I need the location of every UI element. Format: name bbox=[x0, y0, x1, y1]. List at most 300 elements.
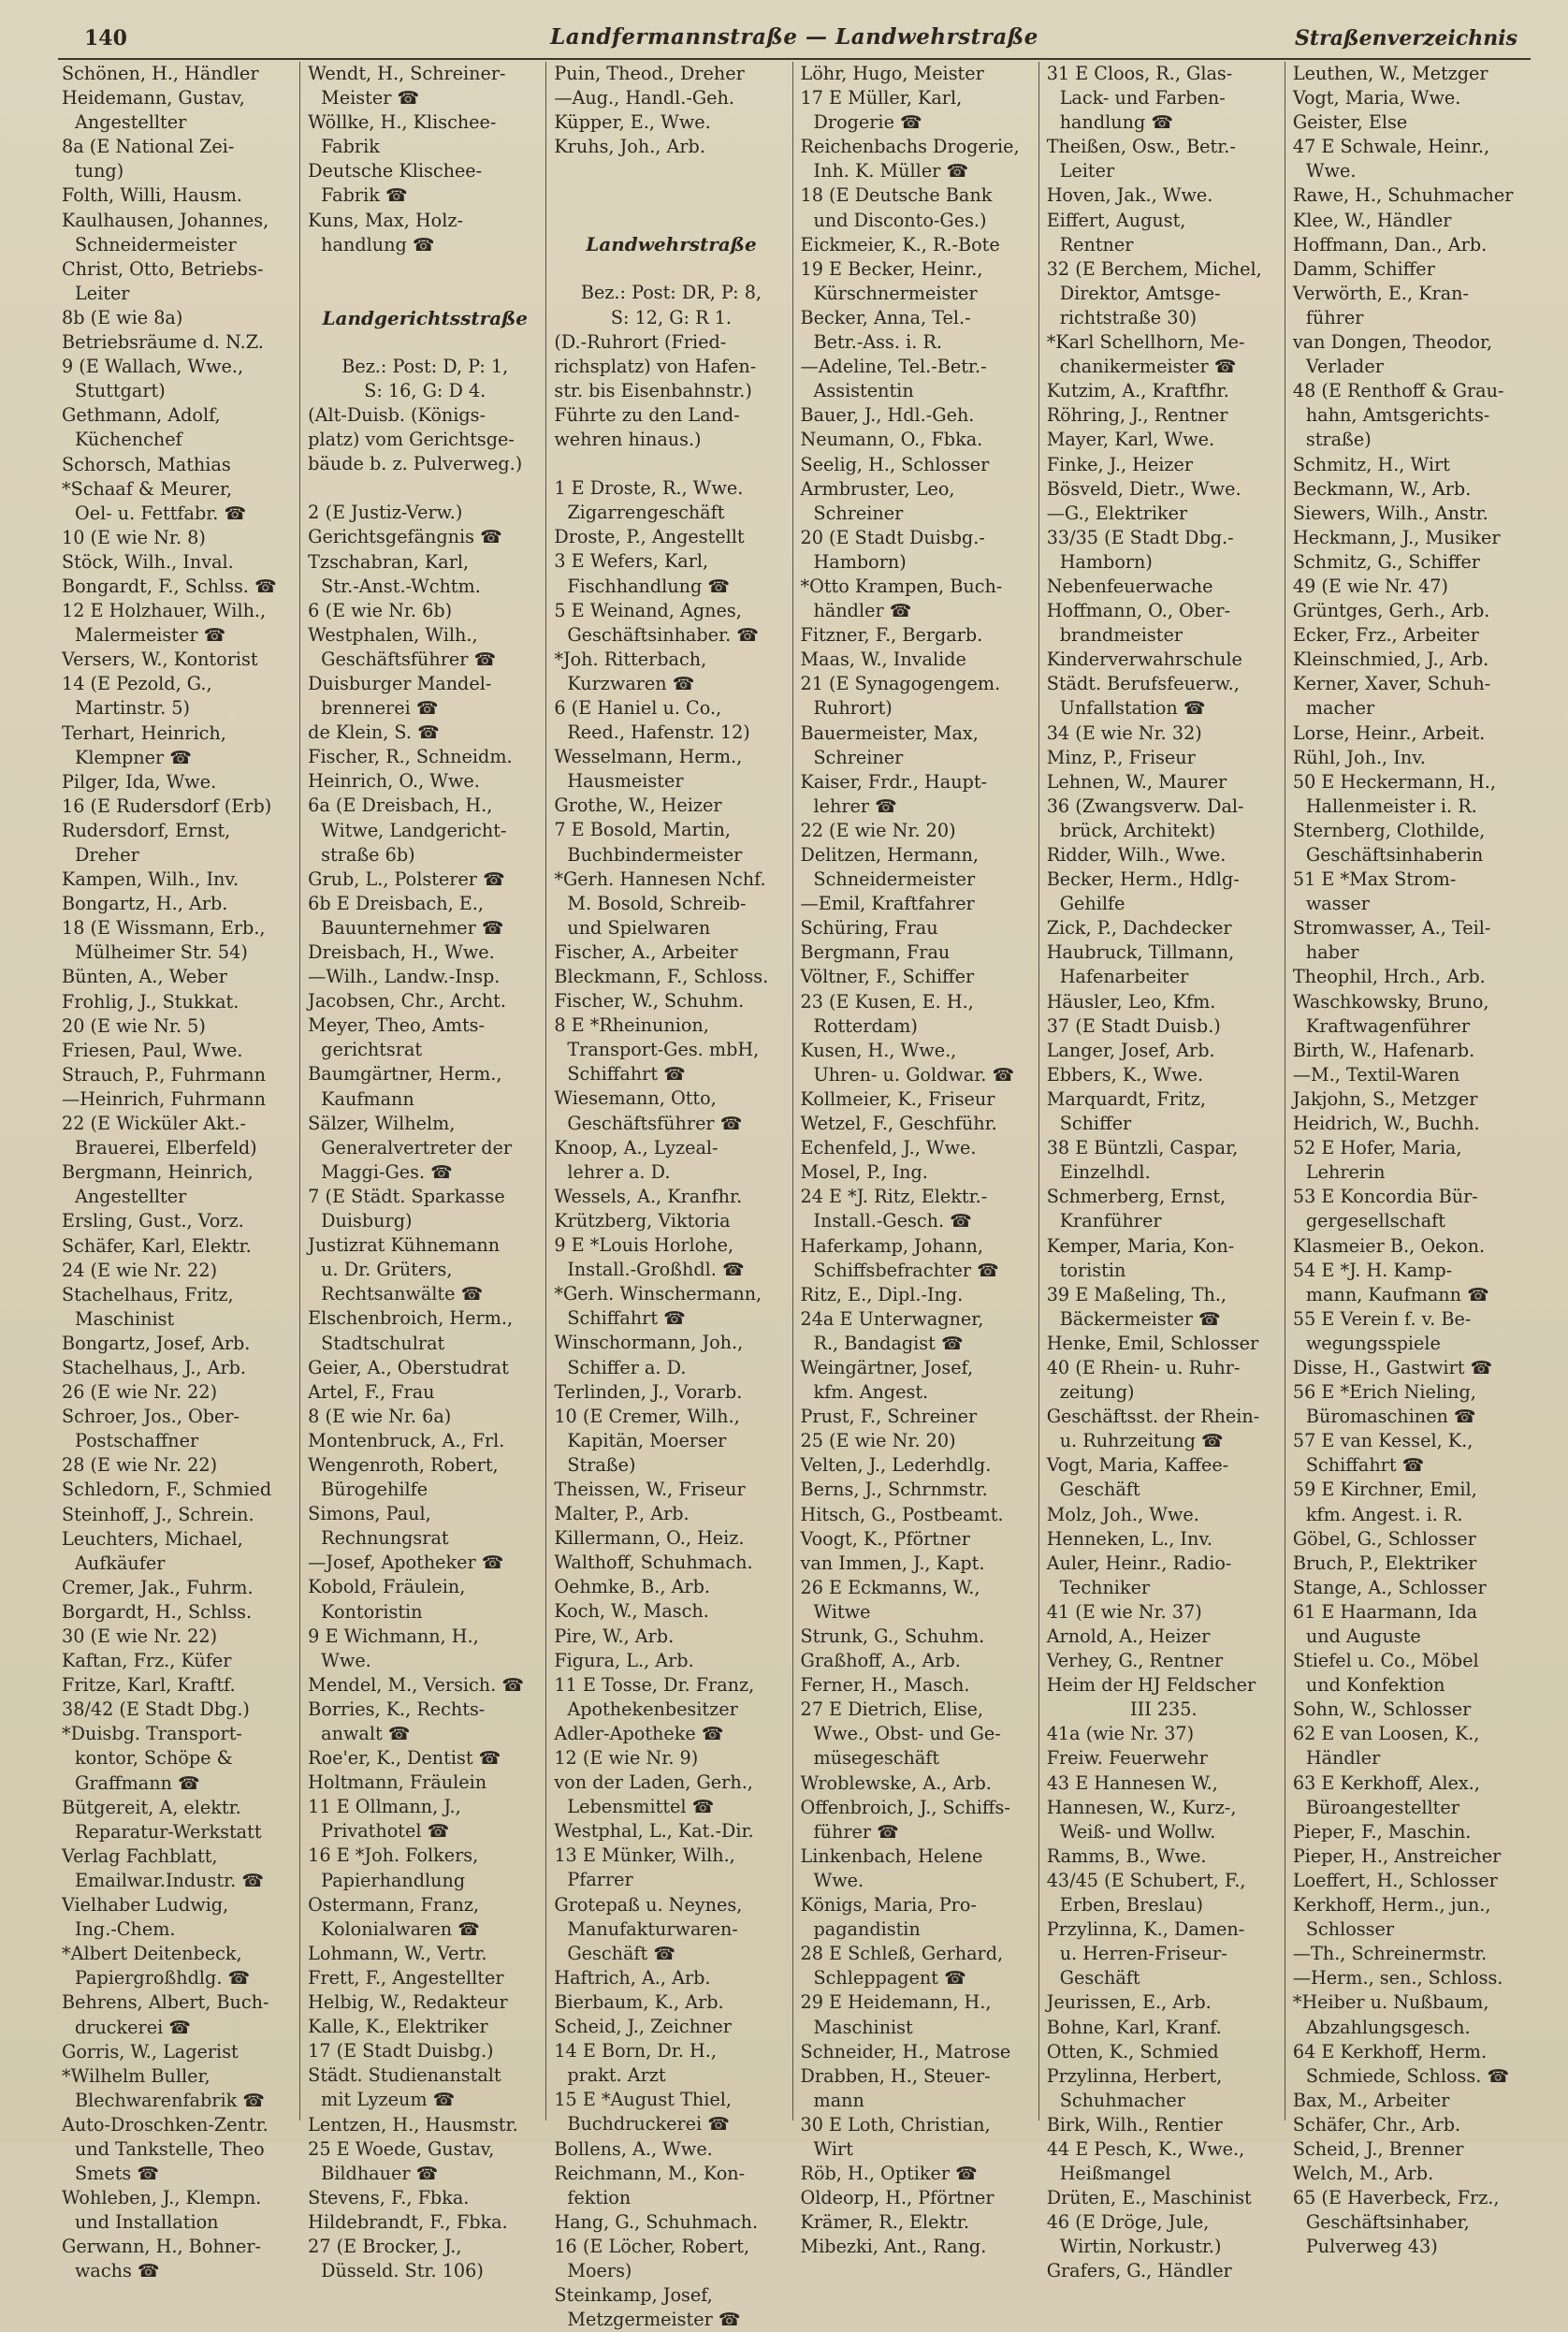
directory-line: Seelig, H., Schlosser bbox=[800, 453, 990, 475]
directory-line: 63 E Kerkhoff, Alex., bbox=[1292, 1771, 1480, 1794]
directory-line: Theophil, Hrch., Arb. bbox=[1292, 966, 1486, 988]
directory-line: *Albert Deitenbeck, bbox=[62, 1943, 242, 1965]
directory-line-continuation: Maschinist bbox=[813, 2016, 913, 2038]
directory-line-continuation: toristin bbox=[1059, 1259, 1126, 1281]
directory-line: Kaftan, Frz., Küfer bbox=[62, 1650, 232, 1672]
directory-line: Haftrich, A., Arb. bbox=[554, 1966, 711, 1989]
directory-line-continuation: Reed., Hafenstr. 12) bbox=[567, 721, 750, 744]
directory-line: Schorsch, Mathias bbox=[62, 453, 231, 475]
directory-line: 14 (E Pezold, G., bbox=[62, 673, 212, 695]
directory-line: Disse, H., Gastwirt ☎ bbox=[1292, 1356, 1493, 1378]
directory-line-continuation: Apothekenbesitzer bbox=[567, 1698, 738, 1720]
directory-line-continuation: haber bbox=[1305, 941, 1359, 964]
directory-line: Städt. Studienanstalt bbox=[308, 2064, 501, 2087]
directory-line: Bruch, P., Elektriker bbox=[1292, 1552, 1477, 1574]
directory-line: Schäfer, Karl, Elektr. bbox=[62, 1234, 252, 1257]
spacer bbox=[308, 476, 542, 501]
directory-line: *Gerh. Winschermann, bbox=[554, 1283, 762, 1305]
directory-line: Lentzen, H., Hausmstr. bbox=[308, 2113, 518, 2135]
directory-line: Auler, Heinr., Radio- bbox=[1046, 1552, 1232, 1574]
directory-line-continuation: Hallenmeister i. R. bbox=[1305, 794, 1477, 817]
directory-line: Hoffmann, O., Ober- bbox=[1046, 600, 1231, 622]
directory-line: Grothe, W., Heizer bbox=[554, 794, 722, 817]
directory-line: Ersling, Gust., Vorz. bbox=[62, 1210, 244, 1232]
column-2 bbox=[299, 62, 545, 2282]
directory-line: Loeffert, H., Schlosser bbox=[1292, 1869, 1498, 1891]
directory-line: Birth, W., Hafenarb. bbox=[1292, 1039, 1475, 1061]
directory-line-continuation: macher bbox=[1305, 697, 1375, 720]
directory-line-continuation: Einzelhdl. bbox=[1059, 1161, 1151, 1184]
directory-line: Schmerberg, Ernst, bbox=[1046, 1186, 1227, 1208]
directory-line-continuation: Lack- und Farben- bbox=[1059, 87, 1226, 109]
directory-line-continuation: Emailwar.Industr. ☎ bbox=[75, 1869, 265, 1891]
directory-line-continuation: Bildhauer ☎ bbox=[321, 2162, 439, 2184]
directory-line: 49 (E wie Nr. 47) bbox=[1292, 575, 1448, 597]
directory-line-continuation: straße) bbox=[1305, 429, 1372, 451]
directory-line: Kollmeier, K., Friseur bbox=[800, 1087, 995, 1110]
directory-line: Führte zu den Land- bbox=[554, 403, 740, 426]
directory-line-continuation: Weiß- und Wollw. bbox=[1059, 1820, 1216, 1843]
directory-line: 52 E Hofer, Maria, bbox=[1292, 1137, 1462, 1159]
directory-line: 13 E Münker, Wilh., bbox=[554, 1844, 735, 1867]
directory-line: 18 (E Wissmann, Erb., bbox=[62, 917, 266, 940]
directory-line: Borgardt, H., Schlss. bbox=[62, 1600, 253, 1623]
directory-line: Mibezki, Ant., Rang. bbox=[800, 2236, 987, 2258]
directory-line: 23 (E Kusen, E. H., bbox=[800, 990, 974, 1013]
directory-line: van Immen, J., Kapt. bbox=[800, 1552, 985, 1574]
directory-line: Siewers, Wilh., Anstr. bbox=[1292, 502, 1488, 524]
directory-line-continuation: Schiffsbefrachter ☎ bbox=[813, 1259, 1000, 1281]
directory-line-continuation: Straße) bbox=[567, 1453, 636, 1476]
directory-line-continuation: Wwe., Obst- und Ge- bbox=[813, 1723, 1001, 1745]
directory-line-continuation: Witwe bbox=[813, 1600, 871, 1623]
directory-line: Strauch, P., Fuhrmann bbox=[62, 1063, 266, 1086]
directory-line: —Adeline, Tel.-Betr.- bbox=[800, 356, 987, 378]
directory-line: Molz, Joh., Wwe. bbox=[1046, 1503, 1199, 1525]
directory-line: 7 (E Städt. Sparkasse bbox=[308, 1185, 505, 1207]
directory-line: 18 (E Deutsche Bank bbox=[800, 184, 993, 207]
district-info: III 235. bbox=[1129, 1698, 1198, 1721]
directory-line: Stromwasser, A., Teil- bbox=[1292, 917, 1491, 940]
directory-line: Hoven, Jak., Wwe. bbox=[1046, 184, 1213, 207]
directory-line: Figura, L., Arb. bbox=[554, 1649, 694, 1671]
column-1 bbox=[58, 62, 299, 2282]
directory-line-continuation: Geschäftsinhaber. ☎ bbox=[567, 623, 760, 646]
directory-line-continuation: Geschäft ☎ bbox=[567, 1942, 676, 1964]
directory-line: Löhr, Hugo, Meister bbox=[800, 63, 984, 84]
directory-line: Ramms, B., Wwe. bbox=[1046, 1844, 1207, 1867]
directory-line: Fischer, A., Arbeiter bbox=[554, 940, 738, 963]
directory-line-continuation: müsegeschäft bbox=[813, 1747, 940, 1770]
directory-line: 9 E Wichmann, H., bbox=[308, 1625, 479, 1647]
directory-line: Scheid, J., Brenner bbox=[1292, 2137, 1464, 2160]
directory-line: Haubruck, Tillmann, bbox=[1046, 941, 1235, 964]
directory-line: Bergmann, Heinrich, bbox=[62, 1161, 254, 1184]
directory-line: Vielhaber Ludwig, bbox=[62, 1894, 229, 1917]
directory-line-continuation: Metzgermeister ☎ bbox=[567, 2309, 741, 2331]
directory-line: 16 (E Löcher, Robert, bbox=[554, 2235, 750, 2257]
directory-line: 39 E Maßeling, Th., bbox=[1046, 1283, 1227, 1305]
directory-line: Heim der HJ Feldscher bbox=[1046, 1674, 1256, 1697]
directory-line: 22 (E Wicküler Akt.- bbox=[62, 1113, 246, 1135]
directory-line-continuation: Aufkäufer bbox=[75, 1552, 166, 1574]
directory-line: *Otto Krampen, Buch- bbox=[800, 575, 1003, 597]
directory-line: Pieper, H., Anstreicher bbox=[1292, 1844, 1502, 1867]
directory-line-continuation: Pfarrer bbox=[567, 1869, 633, 1891]
directory-line: 64 E Kerkhoff, Herm. bbox=[1292, 2040, 1488, 2062]
directory-line: Kobold, Fräulein, bbox=[308, 1576, 466, 1598]
directory-line-continuation: Ruhrort) bbox=[813, 697, 893, 720]
directory-line: Artel, F., Frau bbox=[308, 1380, 435, 1403]
directory-line-continuation: Wwe. bbox=[1305, 160, 1357, 182]
directory-line-continuation: druckerei ☎ bbox=[75, 2016, 192, 2038]
directory-line-continuation: Erben, Breslau) bbox=[1059, 1894, 1203, 1917]
directory-line: 53 E Koncordia Bür- bbox=[1292, 1186, 1478, 1208]
directory-line-continuation: und Installation bbox=[75, 2211, 219, 2234]
directory-line-continuation: Rotterdam) bbox=[813, 1014, 918, 1037]
directory-line: *Karl Schellhorn, Me- bbox=[1046, 331, 1245, 354]
directory-line-continuation: wachs ☎ bbox=[75, 2260, 160, 2282]
directory-line: 43 E Hannesen W., bbox=[1046, 1771, 1218, 1794]
directory-line: 26 E Eckmanns, W., bbox=[800, 1576, 980, 1598]
directory-line: 20 (E wie Nr. 5) bbox=[62, 1014, 206, 1037]
directory-line: Jacobsen, Chr., Archt. bbox=[308, 990, 506, 1013]
page-title: Landfermannstraße — Landwehrstraße bbox=[550, 24, 1038, 50]
directory-line: Verhey, G., Rentner bbox=[1046, 1650, 1224, 1672]
directory-title: Straßenverzeichnis bbox=[1295, 26, 1517, 51]
directory-line-continuation: R., Bandagist ☎ bbox=[813, 1332, 964, 1354]
directory-line: 12 E Holzhauer, Wilh., bbox=[62, 600, 267, 622]
directory-line: 15 E *August Thiel, bbox=[554, 2089, 732, 2111]
directory-line: 6 (E wie Nr. 6b) bbox=[308, 599, 453, 621]
directory-line: 21 (E Synagogengem. bbox=[800, 673, 1001, 695]
directory-line: Ritz, E., Dipl.-Ing. bbox=[800, 1283, 964, 1305]
directory-line: 22 (E wie Nr. 20) bbox=[800, 819, 956, 841]
directory-line: Wesselmann, Herm., bbox=[554, 746, 743, 768]
directory-line-continuation: Unfallstation ☎ bbox=[1059, 697, 1206, 720]
directory-line-continuation: mit Lyzeum ☎ bbox=[321, 2089, 456, 2111]
directory-line: Velten, J., Lederhdlg. bbox=[800, 1454, 992, 1477]
directory-line-continuation: und Spielwaren bbox=[567, 916, 711, 939]
directory-line: Bütgereit, A, elektr. bbox=[62, 1796, 241, 1818]
directory-line-continuation: Verlader bbox=[1305, 356, 1384, 378]
directory-line: Helbig, W., Redakteur bbox=[308, 1991, 508, 2014]
directory-line: Kusen, H., Wwe., bbox=[800, 1039, 957, 1061]
directory-line-continuation: Bürogehilfe bbox=[321, 1479, 428, 1501]
directory-line: Linkenbach, Helene bbox=[800, 1844, 983, 1867]
directory-line: Grub, L., Polsterer ☎ bbox=[308, 867, 505, 890]
directory-line: Bergmann, Frau bbox=[800, 941, 951, 964]
directory-line: 24a E Unterwagner, bbox=[800, 1307, 984, 1330]
directory-line: Bongardt, F., Schlss. ☎ bbox=[62, 575, 277, 597]
directory-line: Schmitz, G., Schiffer bbox=[1292, 550, 1480, 573]
directory-line: Voogt, K., Pförtner bbox=[800, 1527, 970, 1550]
directory-line: Kinderverwahrschule bbox=[1046, 649, 1242, 671]
directory-line: 41 (E wie Nr. 37) bbox=[1046, 1600, 1202, 1623]
directory-line-continuation: Hamborn) bbox=[813, 550, 907, 573]
directory-line: Christ, Otto, Betriebs- bbox=[62, 257, 264, 280]
directory-line: Rühl, Joh., Inv. bbox=[1292, 746, 1426, 768]
directory-line: 29 E Heidemann, H., bbox=[800, 1991, 992, 2014]
directory-line: Wendt, H., Schreiner- bbox=[308, 63, 506, 84]
directory-line: Vogt, Maria, Wwe. bbox=[1292, 87, 1461, 109]
directory-line: 37 (E Stadt Duisb.) bbox=[1046, 1014, 1221, 1037]
directory-line-continuation: Privathotel ☎ bbox=[321, 1820, 450, 1843]
directory-line: str. bis Eisenbahnstr.) bbox=[554, 379, 752, 401]
district-info: S: 16, G: D 4. bbox=[364, 379, 486, 401]
directory-line: Dreisbach, H., Wwe. bbox=[308, 941, 495, 963]
directory-line-continuation: u. Herren-Friseur- bbox=[1059, 1943, 1227, 1965]
directory-line: Wengenroth, Robert, bbox=[308, 1453, 499, 1476]
directory-line-continuation: Martinstr. 5) bbox=[75, 697, 190, 720]
directory-line: 56 E *Erich Nieling, bbox=[1292, 1381, 1476, 1404]
directory-line: (D.-Ruhrort (Fried- bbox=[554, 330, 727, 353]
directory-line-continuation: Geschäftsinhaberin bbox=[1305, 844, 1484, 866]
directory-line: 6b E Dreisbach, E., bbox=[308, 892, 484, 914]
directory-line: Bauermeister, Max, bbox=[800, 721, 979, 744]
directory-line-continuation: Schiffer bbox=[1059, 1113, 1132, 1135]
directory-line-continuation: wasser bbox=[1305, 893, 1370, 915]
directory-line-continuation: Direktor, Amtsge- bbox=[1059, 282, 1221, 304]
directory-line: Leuthen, W., Metzger bbox=[1292, 63, 1488, 84]
directory-line: —Josef, Apotheker ☎ bbox=[308, 1552, 504, 1574]
directory-line-continuation: führer bbox=[1305, 306, 1364, 328]
directory-line: Tzschabran, Karl, bbox=[308, 550, 470, 573]
district-info: S: 12, G: R 1. bbox=[610, 306, 732, 328]
directory-line: Häusler, Leo, Kfm. bbox=[1046, 990, 1216, 1013]
directory-line: Kutzim, A., Kraftfhr. bbox=[1046, 380, 1229, 402]
directory-line-continuation: Geschäftsführer ☎ bbox=[321, 648, 497, 670]
directory-line: Killermann, O., Heiz. bbox=[554, 1527, 745, 1550]
directory-line: Fritze, Karl, Kraftf. bbox=[62, 1674, 236, 1697]
directory-line: Beckmann, W., Arb. bbox=[1292, 477, 1472, 500]
directory-line-continuation: Schreiner bbox=[813, 746, 904, 768]
directory-line: 8 E *Rheinunion, bbox=[554, 1014, 709, 1037]
directory-line: Droste, P., Angestellt bbox=[554, 526, 745, 548]
directory-line: 11 E Tosse, Dr. Franz, bbox=[554, 1673, 755, 1696]
street-heading: Landgerichtsstraße bbox=[322, 306, 529, 329]
directory-line: 25 E Woede, Gustav, bbox=[308, 2137, 495, 2160]
directory-line-continuation: Techniker bbox=[1059, 1576, 1151, 1598]
directory-line: Geschäftsst. der Rhein- bbox=[1046, 1406, 1260, 1428]
directory-line: Becker, Herm., Hdlg- bbox=[1046, 868, 1240, 891]
directory-line-continuation: Schiffahrt ☎ bbox=[1305, 1454, 1425, 1477]
directory-line: 11 E Ollmann, J., bbox=[308, 1796, 461, 1818]
directory-line: Küpper, E., Wwe. bbox=[554, 111, 711, 134]
directory-line-continuation: Wwe. bbox=[813, 1869, 864, 1891]
column-3 bbox=[545, 62, 791, 2331]
directory-line-continuation: Geschäftsinhaber, bbox=[1305, 2211, 1470, 2234]
directory-line: Koch, W., Masch. bbox=[554, 1600, 709, 1623]
directory-line: Nebenfeuerwache bbox=[1046, 575, 1213, 597]
directory-line-continuation: Duisburg) bbox=[321, 1210, 413, 1232]
directory-line: *Schaaf & Meurer, bbox=[62, 477, 233, 500]
directory-line: Elschenbroich, Herm., bbox=[308, 1307, 514, 1330]
directory-line: 20 (E Stadt Duisbg.- bbox=[800, 526, 985, 548]
directory-line-continuation: Witwe, Landgericht- bbox=[321, 819, 507, 841]
directory-line: 30 E Loth, Christian, bbox=[800, 2113, 991, 2135]
directory-line: Holtmann, Fräulein bbox=[308, 1771, 487, 1794]
directory-line: *Duisbg. Transport- bbox=[62, 1723, 242, 1745]
directory-line: 6a (E Dreisbach, H., bbox=[308, 794, 493, 817]
directory-line: 40 (E Rhein- u. Ruhr- bbox=[1046, 1356, 1241, 1378]
directory-line: Westphal, L., Kat.-Dir. bbox=[554, 1820, 754, 1843]
directory-line-continuation: kontor, Schöpe & bbox=[75, 1747, 233, 1770]
directory-line: Pieper, F., Maschin. bbox=[1292, 1820, 1472, 1843]
directory-line: Kampen, Wilh., Inv. bbox=[62, 868, 240, 891]
directory-line-continuation: Angestellter bbox=[75, 111, 187, 134]
directory-line-continuation: Assistentin bbox=[813, 380, 914, 402]
directory-line: bäude b. z. Pulverweg.) bbox=[308, 453, 523, 475]
directory-line-continuation: Kapitän, Moerser bbox=[567, 1429, 727, 1451]
directory-line: Hang, G., Schuhmach. bbox=[554, 2210, 759, 2233]
spacer bbox=[554, 208, 788, 232]
directory-line: Westphalen, Wilh., bbox=[308, 623, 478, 646]
directory-line: Borries, K., Rechts- bbox=[308, 1698, 486, 1720]
directory-line-continuation: u. Ruhrzeitung ☎ bbox=[1059, 1430, 1224, 1452]
directory-line-continuation: Fabrik bbox=[321, 136, 380, 158]
directory-line: 8 (E wie Nr. 6a) bbox=[308, 1405, 452, 1427]
directory-line: 10 (E Cremer, Wilh., bbox=[554, 1405, 740, 1427]
directory-line: Friesen, Paul, Wwe. bbox=[62, 1039, 243, 1061]
directory-line-continuation: Rechtsanwälte ☎ bbox=[321, 1283, 484, 1305]
directory-line: Wiesemann, Otto, bbox=[554, 1087, 717, 1110]
directory-line: *Heiber u. Nußbaum, bbox=[1292, 1991, 1489, 2014]
directory-line-continuation: Büroangestellter bbox=[1305, 1796, 1459, 1818]
directory-line: Strunk, G., Schuhm. bbox=[800, 1625, 985, 1647]
directory-line: Welch, M., Arb. bbox=[1292, 2163, 1434, 2185]
directory-line-continuation: Betr.-Ass. i. R. bbox=[813, 331, 942, 354]
directory-line: Prust, F., Schreiner bbox=[800, 1406, 978, 1428]
directory-line: *Wilhelm Buller, bbox=[62, 2064, 211, 2087]
directory-line-continuation: anwalt ☎ bbox=[321, 1723, 411, 1744]
directory-line: Oldeorp, H., Pförtner bbox=[800, 2187, 995, 2209]
directory-line-continuation: Blechwarenfabrik ☎ bbox=[75, 2089, 266, 2111]
directory-line: Gerichtsgefängnis ☎ bbox=[308, 526, 502, 548]
directory-line: 27 (E Brocker, J., bbox=[308, 2235, 462, 2257]
directory-line: Damm, Schiffer bbox=[1292, 257, 1435, 280]
directory-line-continuation: wegungsspiele bbox=[1305, 1332, 1441, 1354]
directory-line: 7 E Bosold, Martin, bbox=[554, 819, 731, 841]
directory-line: Langer, Josef, Arb. bbox=[1046, 1039, 1215, 1061]
directory-line-continuation: Lehrerin bbox=[1305, 1161, 1386, 1184]
directory-line-continuation: Fischhandlung ☎ bbox=[567, 575, 731, 597]
directory-line: Heckmann, J., Musiker bbox=[1292, 526, 1501, 548]
directory-line: Heidrich, W., Buchh. bbox=[1292, 1113, 1480, 1135]
directory-line: Geier, A., Oberstudrat bbox=[308, 1356, 509, 1378]
directory-line-continuation: Händler bbox=[1305, 1747, 1381, 1770]
directory-line: Grüntges, Gerh., Arb. bbox=[1292, 600, 1490, 622]
directory-line-continuation: Geschäft bbox=[1059, 1967, 1140, 1989]
directory-line-continuation: Drogerie ☎ bbox=[813, 111, 922, 134]
directory-line-continuation: und Auguste bbox=[1305, 1625, 1421, 1647]
directory-line: Mendel, M., Versich. ☎ bbox=[308, 1673, 525, 1696]
directory-line: Deutsche Klischee- bbox=[308, 160, 483, 182]
directory-line-continuation: Düsseld. Str. 106) bbox=[321, 2260, 484, 2282]
directory-line: Heidemann, Gustav, bbox=[62, 87, 245, 109]
directory-line: Echenfeld, J., Wwe. bbox=[800, 1137, 977, 1159]
directory-line: 46 (E Dröge, Jule, bbox=[1046, 2211, 1210, 2234]
directory-line-continuation: Schuhmacher bbox=[1059, 2089, 1185, 2111]
directory-line: —M., Textil-Waren bbox=[1292, 1063, 1460, 1086]
column-5 bbox=[1038, 62, 1285, 2282]
directory-line: Ebbers, K., Wwe. bbox=[1046, 1063, 1204, 1086]
directory-line: Henneken, L., Inv. bbox=[1046, 1527, 1213, 1550]
directory-line: Grotepaß u. Neynes, bbox=[554, 1893, 743, 1916]
directory-line: Offenbroich, J., Schiffs- bbox=[800, 1796, 1010, 1818]
directory-line-continuation: Heißmangel bbox=[1059, 2163, 1171, 2185]
directory-line: —Emil, Kraftfahrer bbox=[800, 893, 975, 915]
directory-line: Zick, P., Dachdecker bbox=[1046, 917, 1232, 940]
directory-line: 50 E Heckermann, H., bbox=[1292, 770, 1496, 793]
directory-line-continuation: Smets ☎ bbox=[75, 2163, 160, 2185]
directory-line: Graßhoff, A., Arb. bbox=[800, 1650, 961, 1672]
directory-line-continuation: Inh. K. Müller ☎ bbox=[813, 160, 969, 182]
directory-line: Schäfer, Chr., Arb. bbox=[1292, 2113, 1461, 2135]
directory-line: 3 E Wefers, Karl, bbox=[554, 550, 709, 573]
directory-line: Theissen, W., Friseur bbox=[554, 1478, 746, 1500]
directory-line: Hitsch, G., Postbeamt. bbox=[800, 1503, 1004, 1525]
spacer bbox=[554, 183, 788, 208]
directory-line-continuation: Kranführer bbox=[1059, 1210, 1162, 1232]
directory-line: 24 E *J. Ritz, Elektr.- bbox=[800, 1186, 988, 1208]
directory-line: Henke, Emil, Schlosser bbox=[1046, 1332, 1259, 1354]
directory-line: Schüring, Frau bbox=[800, 917, 938, 940]
directory-line: Steinhoff, J., Schrein. bbox=[62, 1503, 254, 1525]
directory-line-continuation: Brauerei, Elberfeld) bbox=[75, 1137, 257, 1159]
directory-line: —Aug., Handl.-Geh. bbox=[554, 87, 734, 109]
directory-line-continuation: Schiffahrt ☎ bbox=[567, 1307, 687, 1330]
directory-line-continuation: hahn, Amtsgerichts- bbox=[1305, 404, 1490, 427]
directory-line-continuation: Leiter bbox=[75, 282, 130, 304]
directory-line: Folth, Willi, Hausm. bbox=[62, 184, 243, 207]
directory-line: Hoffmann, Dan., Arb. bbox=[1292, 233, 1488, 255]
directory-line: 32 (E Berchem, Michel, bbox=[1046, 257, 1262, 280]
directory-line: Ecker, Frz., Arbeiter bbox=[1292, 624, 1479, 647]
directory-line: Reichmann, M., Kon- bbox=[554, 2162, 746, 2184]
directory-line-continuation: Schiffahrt ☎ bbox=[567, 1063, 687, 1086]
directory-line-continuation: Schlosser bbox=[1305, 1918, 1395, 1941]
directory-line: Scheid, J., Zeichner bbox=[554, 2016, 732, 2038]
directory-line: 65 (E Haverbeck, Frz., bbox=[1292, 2187, 1500, 2209]
street-heading: Landwehrstraße bbox=[586, 233, 757, 256]
directory-line: Völtner, F., Schiffer bbox=[800, 966, 975, 988]
directory-line: Röhring, J., Rentner bbox=[1046, 404, 1228, 427]
directory-line: Waschkowsky, Bruno, bbox=[1292, 990, 1489, 1013]
directory-line: Przylinna, K., Damen- bbox=[1046, 1918, 1245, 1941]
directory-line: 10 (E wie Nr. 8) bbox=[62, 526, 206, 548]
directory-line: Sälzer, Wilhelm, bbox=[308, 1112, 456, 1134]
directory-line-continuation: mann bbox=[813, 2089, 864, 2111]
directory-line: Drüten, E., Maschinist bbox=[1046, 2187, 1252, 2209]
directory-line-continuation: Kolonialwaren ☎ bbox=[321, 1917, 481, 1940]
directory-line: *Joh. Ritterbach, bbox=[554, 648, 707, 670]
directory-line-continuation: zeitung) bbox=[1059, 1381, 1135, 1404]
directory-line: Meyer, Theo, Amts- bbox=[308, 1014, 485, 1037]
directory-line: Baumgärtner, Herm., bbox=[308, 1063, 502, 1086]
directory-line: Kalle, K., Elektriker bbox=[308, 2016, 488, 2038]
directory-line-continuation: Stuttgart) bbox=[75, 380, 166, 402]
page-number: 140 bbox=[84, 26, 127, 51]
directory-line: 44 E Pesch, K., Wwe., bbox=[1046, 2137, 1245, 2160]
directory-line: Kruhs, Joh., Arb. bbox=[554, 136, 705, 158]
directory-line-continuation: kfm. Angest. i. R. bbox=[1305, 1503, 1463, 1525]
directory-line: —Wilh., Landw.-Insp. bbox=[308, 966, 501, 988]
directory-line-continuation: Transport-Ges. mbH, bbox=[567, 1039, 760, 1061]
directory-line: Schledorn, F., Schmied bbox=[62, 1479, 272, 1501]
directory-line-continuation: Gehilfe bbox=[1059, 893, 1125, 915]
directory-line: 17 (E Stadt Duisbg.) bbox=[308, 2040, 494, 2062]
